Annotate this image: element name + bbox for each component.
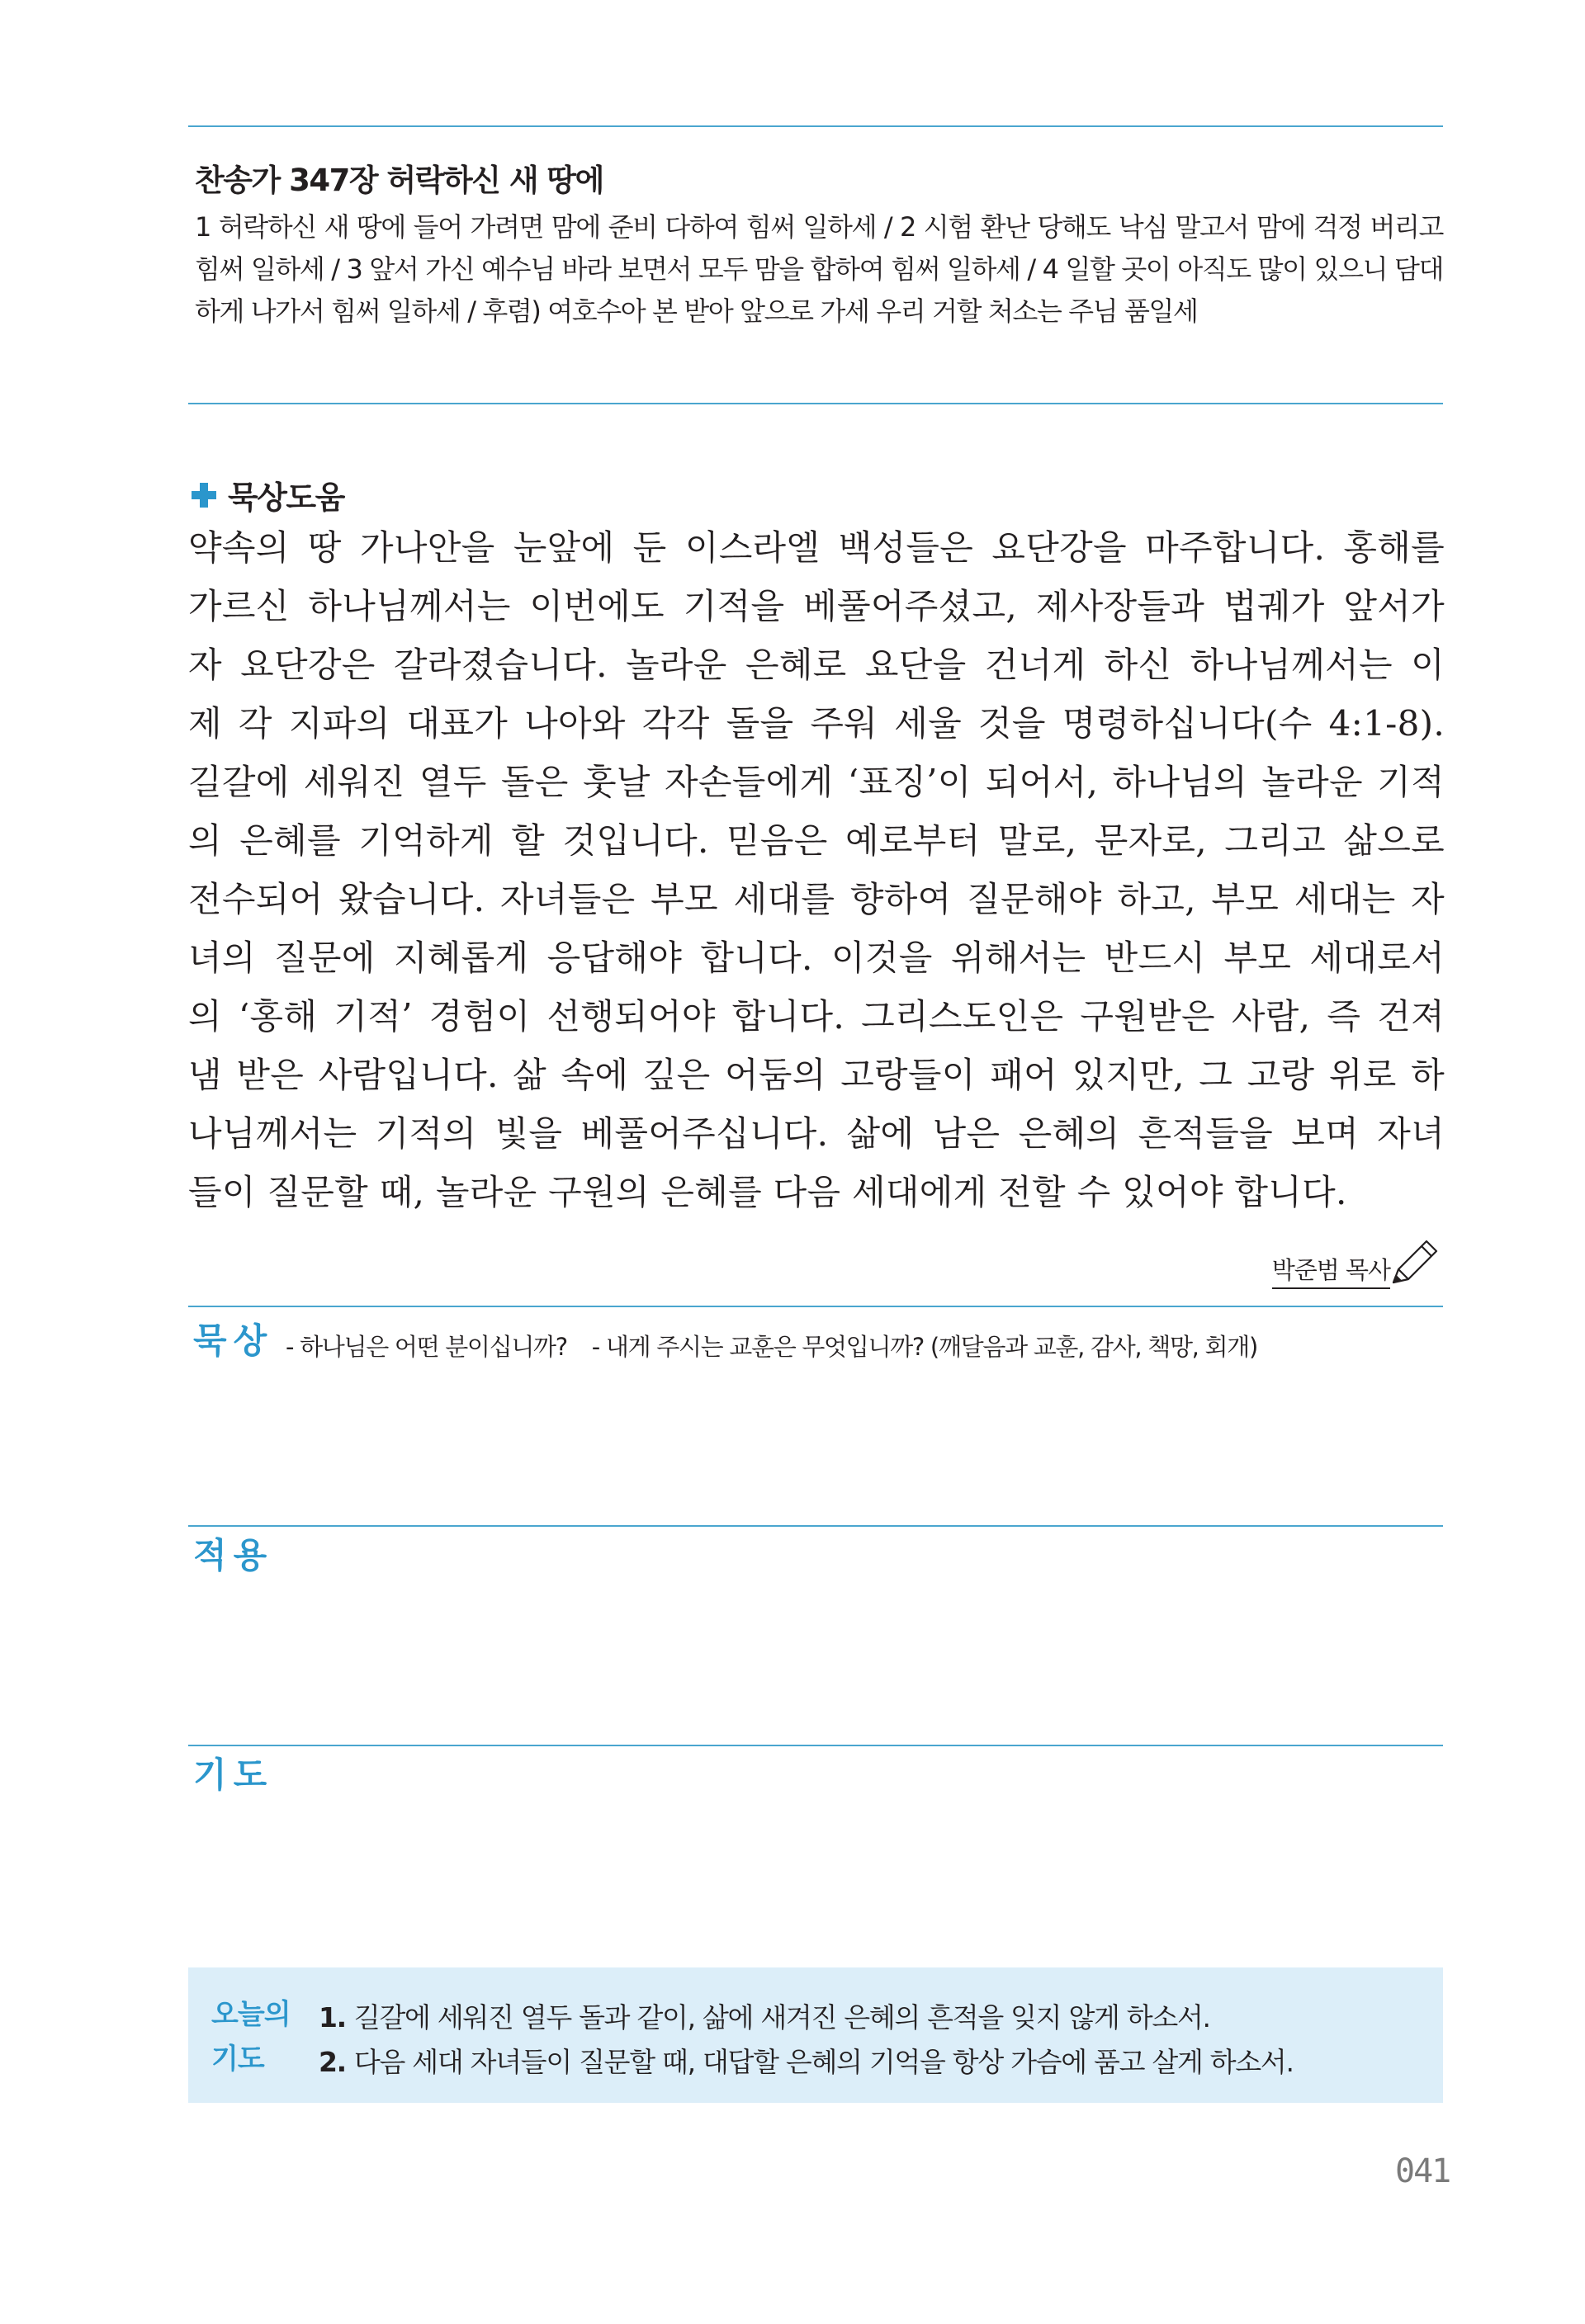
body-line: 길갈에 세워진 열두 돌은 훗날 자손들에게 ‘표징’이 되어서, 하나님의 놀라운 기적 xyxy=(188,762,1445,802)
meditation-help-body xyxy=(188,518,1445,1221)
prayer-item-number: 1. xyxy=(319,2001,346,2034)
application-label: 적용 xyxy=(193,1535,274,1575)
body-line: 자 요단강은 갈라졌습니다. 놀라운 은혜로 요단을 건너게 하신 하나님께서는 이 xyxy=(188,645,1445,685)
meditation-hints xyxy=(286,1329,1275,1363)
body-line: 들이 질문할 때, 놀라운 구원의 은혜를 다음 세대에게 전할 수 있어야 합니다. xyxy=(188,1172,1347,1212)
meditation-help-heading xyxy=(192,472,344,517)
meditation-help-label: 묵상도움 xyxy=(228,479,344,516)
body-line: 제 각 지파의 대표가 나아와 각각 돌을 주워 세울 것을 명령하십니다(수 4:1-8). xyxy=(188,703,1445,744)
pencil-icon xyxy=(1385,1236,1443,1289)
body-line: 가르신 하나님께서는 이번에도 기적을 베풀어주셨고, 제사장들과 법궤가 앞서가 xyxy=(188,586,1445,626)
prayer-label: 기도 xyxy=(193,1755,274,1795)
prayer-rule xyxy=(188,1745,1443,1746)
prayer-item xyxy=(319,1996,1294,2040)
today-prayer-box xyxy=(188,1967,1443,2103)
meditation-label: 묵상 xyxy=(193,1320,274,1361)
body-line: 냄 받은 사람입니다. 삶 속에 깊은 어둠의 고랑들이 패어 있지만, 그 고랑 위로 하 xyxy=(188,1055,1445,1095)
hymn-lyrics: 1 허락하신 새 땅에 들어 가려면 맘에 준비 다하여 힘써 일하세 / 2 시험 환난 당해도 낙심 말고서 맘에 걱정 버리고 힘써 일하세 / 3 앞서 가신 예수님 바라 보면서 모두 맘을 합하여 힘써 일하세 / 4 일할 곳이 아직도 많이 있으니 담대하게 나가서 힘써 일하세 / 후렴) 여호수아 본 받아 앞으로 가세 우리 거할 처소는 주님 품일세 xyxy=(195,211,1443,327)
meditation-rule xyxy=(188,1306,1443,1307)
meditation-hint: - 하나님은 어떤 분이십니까? xyxy=(286,1333,567,1361)
hymn-top-rule xyxy=(188,125,1443,127)
body-line: 약속의 땅 가나안을 눈앞에 둔 이스라엘 백성들은 요단강을 마주합니다. 홍해를 xyxy=(188,527,1445,568)
page-number: 041 xyxy=(1395,2152,1450,2190)
today-prayer-list xyxy=(319,1996,1294,2085)
body-line: 녀의 질문에 지혜롭게 응답해야 합니다. 이것을 위해서는 반드시 부모 세대로서 xyxy=(188,938,1445,978)
body-line: 전수되어 왔습니다. 자녀들은 부모 세대를 향하여 질문해야 하고, 부모 세대는 자 xyxy=(188,879,1445,919)
body-line: 의 ‘홍해 기적’ 경험이 선행되어야 합니다. 그리스도인은 구원받은 사람, 즉 건져 xyxy=(188,996,1445,1037)
prayer-item xyxy=(319,2040,1294,2085)
application-rule xyxy=(188,1525,1443,1527)
body-line: 나님께서는 기적의 빛을 베풀어주십니다. 삶에 남은 은혜의 흔적들을 보며 자녀 xyxy=(188,1113,1445,1154)
prayer-item-number: 2. xyxy=(319,2046,346,2078)
hymn-title: 찬송가 347장 허락하신 새 땅에 xyxy=(195,163,603,198)
today-prayer-label xyxy=(211,1992,291,2081)
today-prayer-label-line: 오늘의 xyxy=(211,1998,291,2031)
prayer-item-text: 다음 세대 자녀들이 질문할 때, 대답할 은혜의 기억을 항상 가슴에 품고 살게 하소서. xyxy=(353,2046,1294,2078)
author-name: 박준범 목사 xyxy=(1272,1252,1390,1289)
prayer-item-text: 길갈에 세워진 열두 돌과 같이, 삶에 새겨진 은혜의 흔적을 잊지 않게 하소서. xyxy=(353,2001,1210,2034)
author-signature xyxy=(1272,1236,1443,1289)
today-prayer-label-line: 기도 xyxy=(211,2043,264,2076)
meditation-hint: - 내게 주시는 교훈은 무엇입니까? (깨달음과 교훈, 감사, 책망, 회개) xyxy=(591,1333,1257,1361)
body-line: 의 은혜를 기억하게 할 것입니다. 믿음은 예로부터 말로, 문자로, 그리고 삶으로 xyxy=(188,820,1445,861)
hymn-bottom-rule xyxy=(188,403,1443,404)
plus-icon xyxy=(192,483,216,508)
